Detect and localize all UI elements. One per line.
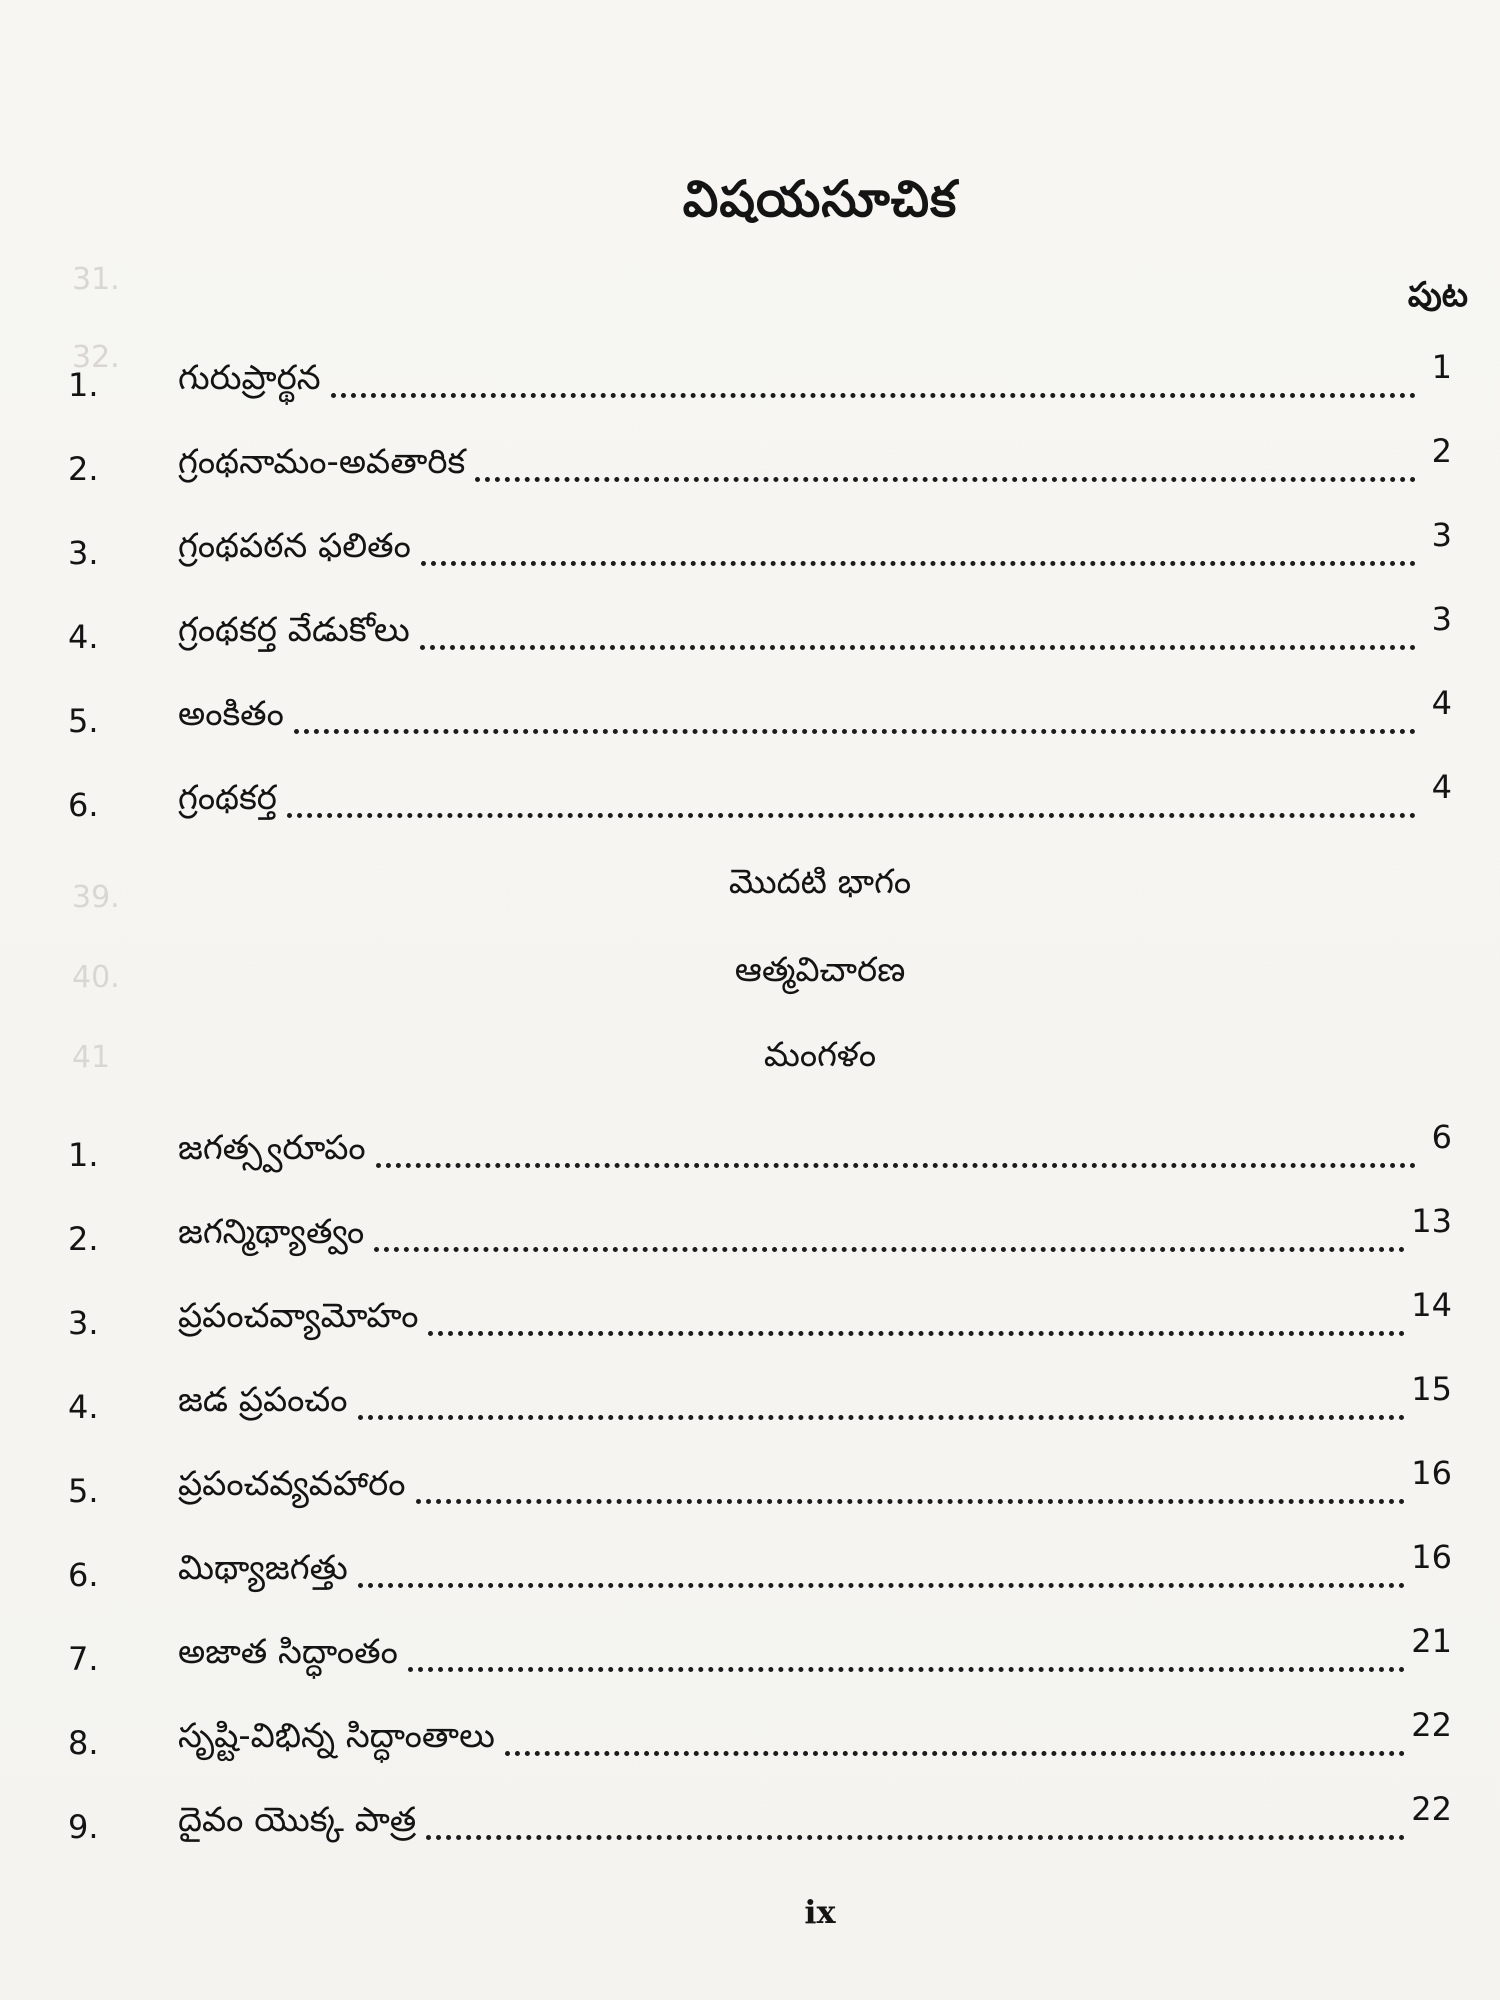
toc-number: 9.: [68, 1808, 99, 1846]
bleed-through-mark: 31.: [72, 262, 120, 297]
toc-title: మిథ్యాజగత్తు: [178, 1548, 348, 1588]
invocation-heading: మంగళం: [763, 1035, 877, 1075]
toc-title: దైవం యొక్క పాత్ర: [178, 1800, 417, 1840]
toc-row: [68, 1540, 1452, 1596]
toc-page-number: 1: [1431, 348, 1452, 386]
toc-number: 3.: [68, 1304, 99, 1342]
toc-page-number: 4: [1431, 768, 1452, 806]
toc-title: జగత్స్వరూపం: [178, 1128, 366, 1168]
toc-title: సృష్టి-విభిన్న సిద్ధాంతాలు: [178, 1716, 495, 1756]
toc-row: [68, 350, 1452, 406]
toc-number: 7.: [68, 1640, 99, 1678]
dot-leader: [294, 729, 1416, 734]
toc-title: గురుప్రార్థన: [178, 358, 321, 398]
toc-page-number: 6: [1431, 1118, 1452, 1156]
toc-row: [68, 1624, 1452, 1680]
toc-row: [68, 602, 1452, 658]
toc-row: [68, 686, 1452, 742]
toc-title: జగన్మిథ్యాత్వం: [178, 1212, 365, 1252]
toc-number: 1.: [68, 1136, 99, 1174]
toc-number: 5.: [68, 702, 99, 740]
toc-page-number: 15: [1411, 1370, 1452, 1408]
toc-page-number: 14: [1411, 1286, 1452, 1324]
toc-row: [68, 1120, 1452, 1176]
bleed-through-mark: 40.: [72, 960, 120, 995]
dot-leader: [374, 1247, 1405, 1252]
toc-row: [68, 1204, 1452, 1260]
toc-number: 2.: [68, 450, 99, 488]
page-column-header: పుట: [1407, 275, 1468, 315]
toc-page-number: 16: [1411, 1454, 1452, 1492]
dot-leader: [416, 1499, 1406, 1504]
toc-title: ప్రపంచవ్యామోహం: [178, 1296, 419, 1336]
dot-leader: [421, 561, 1416, 566]
dot-leader: [428, 1331, 1405, 1336]
toc-title: గ్రంథనామం-అవతారిక: [178, 442, 466, 482]
toc-page-number: 4: [1431, 684, 1452, 722]
toc-number: 4.: [68, 618, 99, 656]
toc-title: అంకితం: [178, 694, 284, 734]
part-heading: మొదటి భాగం: [728, 862, 912, 902]
toc-page-number: 16: [1411, 1538, 1452, 1576]
toc-title: ప్రపంచవ్యవహారం: [178, 1464, 406, 1504]
toc-row: [68, 1372, 1452, 1428]
dot-leader: [287, 813, 1416, 818]
toc-page-number: 3: [1431, 600, 1452, 638]
toc-number: 4.: [68, 1388, 99, 1426]
toc-number: 2.: [68, 1220, 99, 1258]
dot-leader: [426, 1835, 1405, 1840]
toc-page-number: 3: [1431, 516, 1452, 554]
toc-row: [68, 518, 1452, 574]
dot-leader: [475, 477, 1416, 482]
toc-row: [68, 1708, 1452, 1764]
toc-row: [68, 1792, 1452, 1848]
dot-leader: [420, 645, 1416, 650]
toc-title: జడ ప్రపంచం: [178, 1380, 348, 1420]
toc-row: [68, 770, 1452, 826]
toc-page-number: 21: [1411, 1622, 1452, 1660]
page-footer-number: ix: [804, 1893, 836, 1931]
toc-number: 1.: [68, 366, 99, 404]
toc-page-number: 13: [1411, 1202, 1452, 1240]
dot-leader: [358, 1415, 1406, 1420]
toc-title: గ్రంథకర్త: [178, 778, 277, 818]
dot-leader: [505, 1751, 1405, 1756]
dot-leader: [331, 393, 1416, 398]
part-subtitle: ఆత్మవిచారణ: [734, 950, 906, 990]
toc-number: 6.: [68, 1556, 99, 1594]
toc-page-number: 22: [1411, 1706, 1452, 1744]
toc-number: 6.: [68, 786, 99, 824]
toc-title: గ్రంథపఠన ఫలితం: [178, 526, 411, 566]
toc-title: గ్రంథకర్త వేడుకోలు: [178, 610, 410, 650]
toc-number: 5.: [68, 1472, 99, 1510]
bleed-through-mark: 39.: [72, 880, 120, 915]
page-title: విషయసూచిక: [682, 170, 958, 228]
bleed-through-mark: 41: [72, 1040, 111, 1075]
dot-leader: [376, 1163, 1416, 1168]
toc-page-number: 22: [1411, 1790, 1452, 1828]
toc-row: [68, 434, 1452, 490]
dot-leader: [358, 1583, 1405, 1588]
toc-number: 3.: [68, 534, 99, 572]
toc-row: [68, 1456, 1452, 1512]
bleed-through-mark: 32.: [72, 340, 120, 375]
toc-title: అజాత సిద్ధాంతం: [178, 1632, 398, 1672]
toc-page-number: 2: [1431, 432, 1452, 470]
dot-leader: [408, 1667, 1405, 1672]
toc-number: 8.: [68, 1724, 99, 1762]
toc-row: [68, 1288, 1452, 1344]
